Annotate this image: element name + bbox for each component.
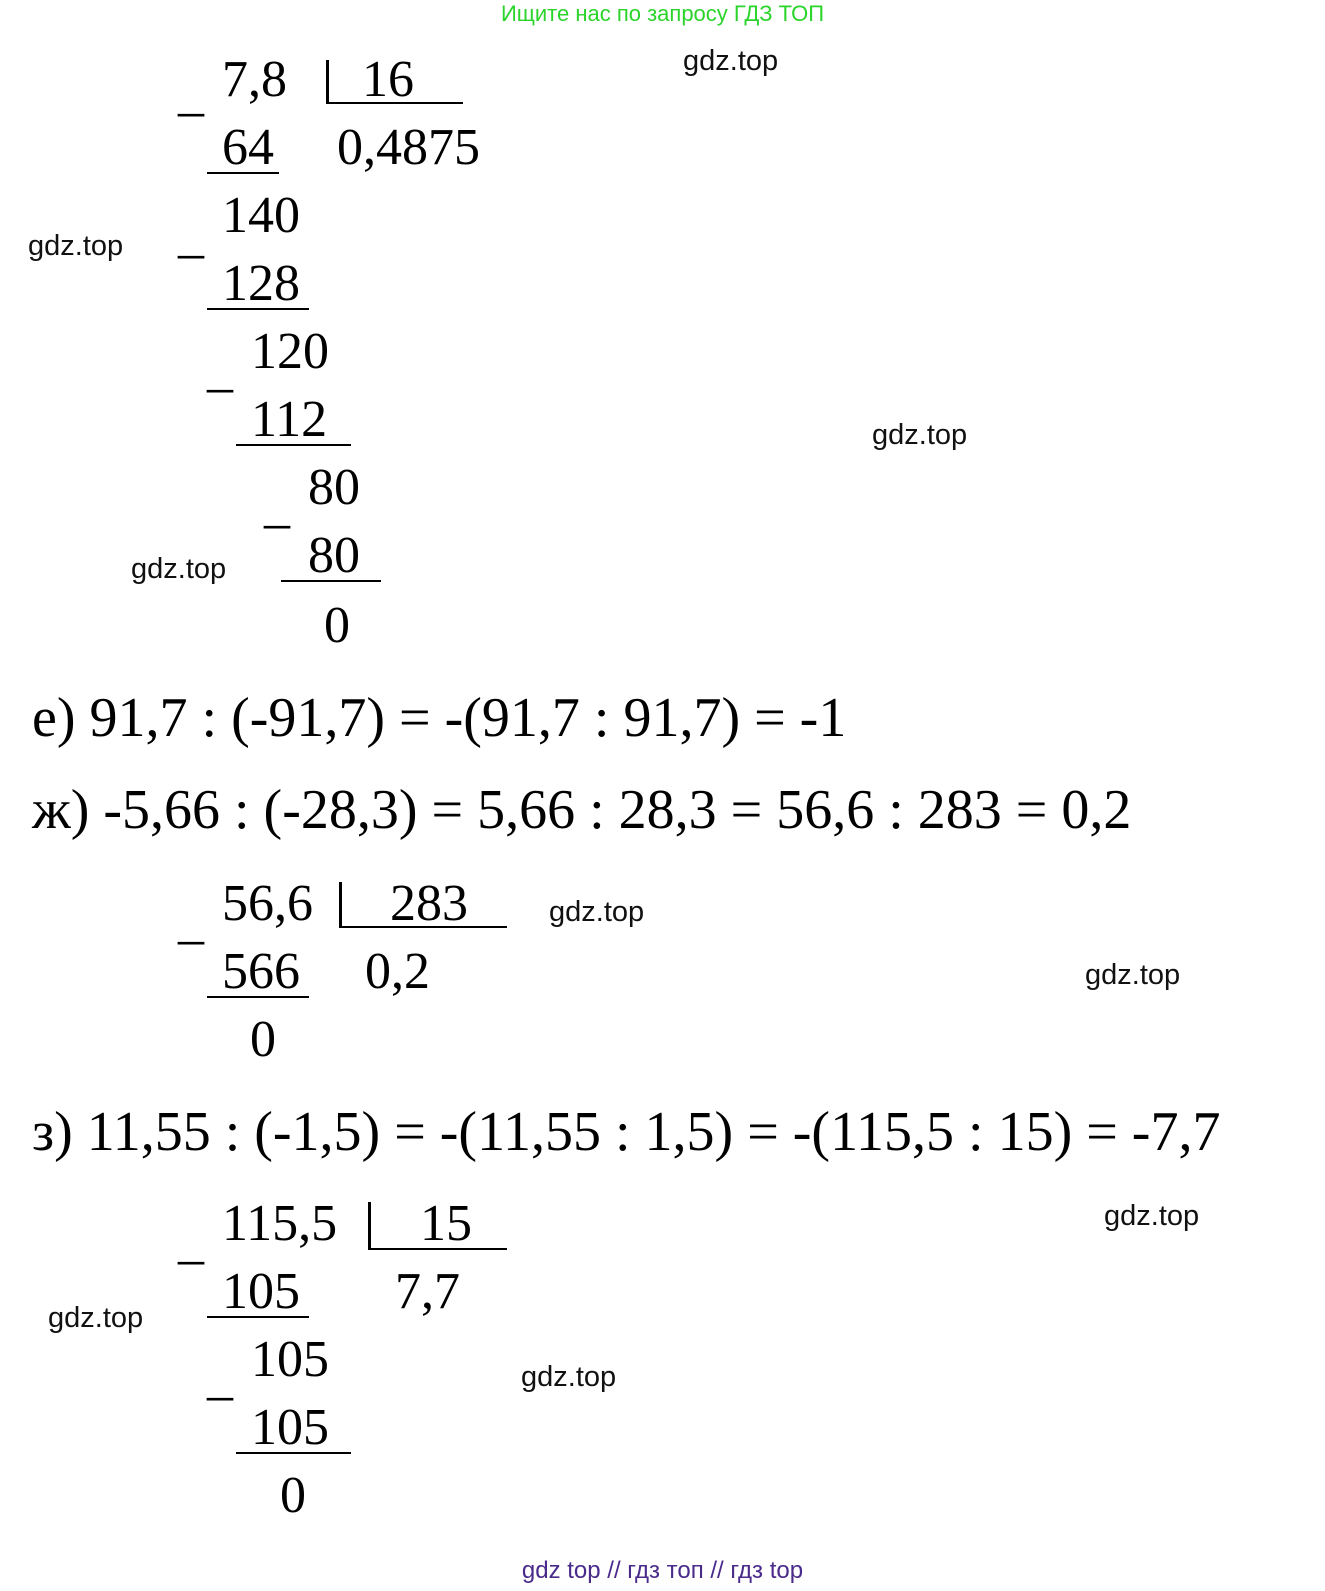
final-remainder: 0 [324, 597, 350, 654]
step-underline [236, 444, 351, 446]
watermark: gdz.top [549, 896, 645, 928]
minus-sign: _ [207, 341, 233, 398]
watermark: gdz.top [1085, 959, 1181, 991]
step-underline [207, 172, 279, 174]
watermark: gdz.top [521, 1361, 617, 1393]
watermark: gdz.top [28, 230, 124, 262]
minus-sign: _ [207, 1349, 233, 1406]
division-bar [368, 1202, 371, 1248]
quotient: 7,7 [395, 1263, 460, 1320]
division-bar [326, 60, 329, 104]
step-subtrahend: 128 [222, 255, 300, 312]
search-banner: Ищите нас по запросу ГДЗ ТОП [500, 1, 825, 26]
watermark: gdz.top [872, 419, 968, 451]
divisor: 15 [420, 1195, 472, 1252]
watermark: gdz.top [48, 1302, 144, 1334]
step-subtrahend: 80 [308, 527, 360, 584]
step-subtrahend: 105 [251, 1399, 329, 1456]
step-remainder: 120 [251, 323, 329, 380]
divisor: 16 [362, 51, 414, 108]
equation-zh: ж) -5,66 : (-28,3) = 5,66 : 28,3 = 56,6 : 283 = 0,2 [32, 779, 1132, 841]
equation-z: з) 11,55 : (-1,5) = -(11,55 : 1,5) = -(115,5 : 15) = -7,7 [32, 1101, 1221, 1163]
dividend: 7,8 [222, 51, 287, 108]
minus-sign: _ [264, 477, 290, 534]
step-subtrahend: 112 [251, 391, 328, 448]
step-remainder: 140 [222, 187, 300, 244]
divisor-underline [339, 926, 507, 928]
step-remainder: 80 [308, 459, 360, 516]
minus-sign: _ [178, 207, 204, 264]
watermark: gdz.top [1104, 1200, 1200, 1232]
minus-sign: _ [178, 893, 204, 950]
final-remainder: 0 [280, 1467, 306, 1524]
step-underline [281, 580, 381, 582]
step-remainder: 105 [251, 1331, 329, 1388]
step-underline [236, 1452, 351, 1454]
step-subtrahend: 566 [222, 943, 300, 1000]
division-bar [339, 882, 342, 928]
watermark: gdz.top [683, 45, 779, 77]
minus-sign: _ [178, 1213, 204, 1270]
quotient: 0,4875 [337, 119, 480, 176]
divisor-underline [368, 1248, 507, 1250]
step-underline [207, 996, 309, 998]
quotient: 0,2 [365, 943, 430, 1000]
step-underline [207, 1316, 309, 1318]
step-subtrahend: 64 [222, 119, 274, 176]
dividend: 56,6 [222, 875, 313, 932]
divisor: 283 [390, 875, 468, 932]
step-underline [207, 308, 309, 310]
minus-sign: _ [178, 65, 204, 122]
step-subtrahend: 105 [222, 1263, 300, 1320]
divisor-underline [326, 102, 463, 104]
dividend: 115,5 [222, 1195, 338, 1252]
equation-e: е) 91,7 : (-91,7) = -(91,7 : 91,7) = -1 [32, 687, 847, 749]
footer-links: gdz top // гдз топ // гдз top [521, 1557, 804, 1584]
final-remainder: 0 [250, 1011, 276, 1068]
watermark: gdz.top [131, 553, 227, 585]
